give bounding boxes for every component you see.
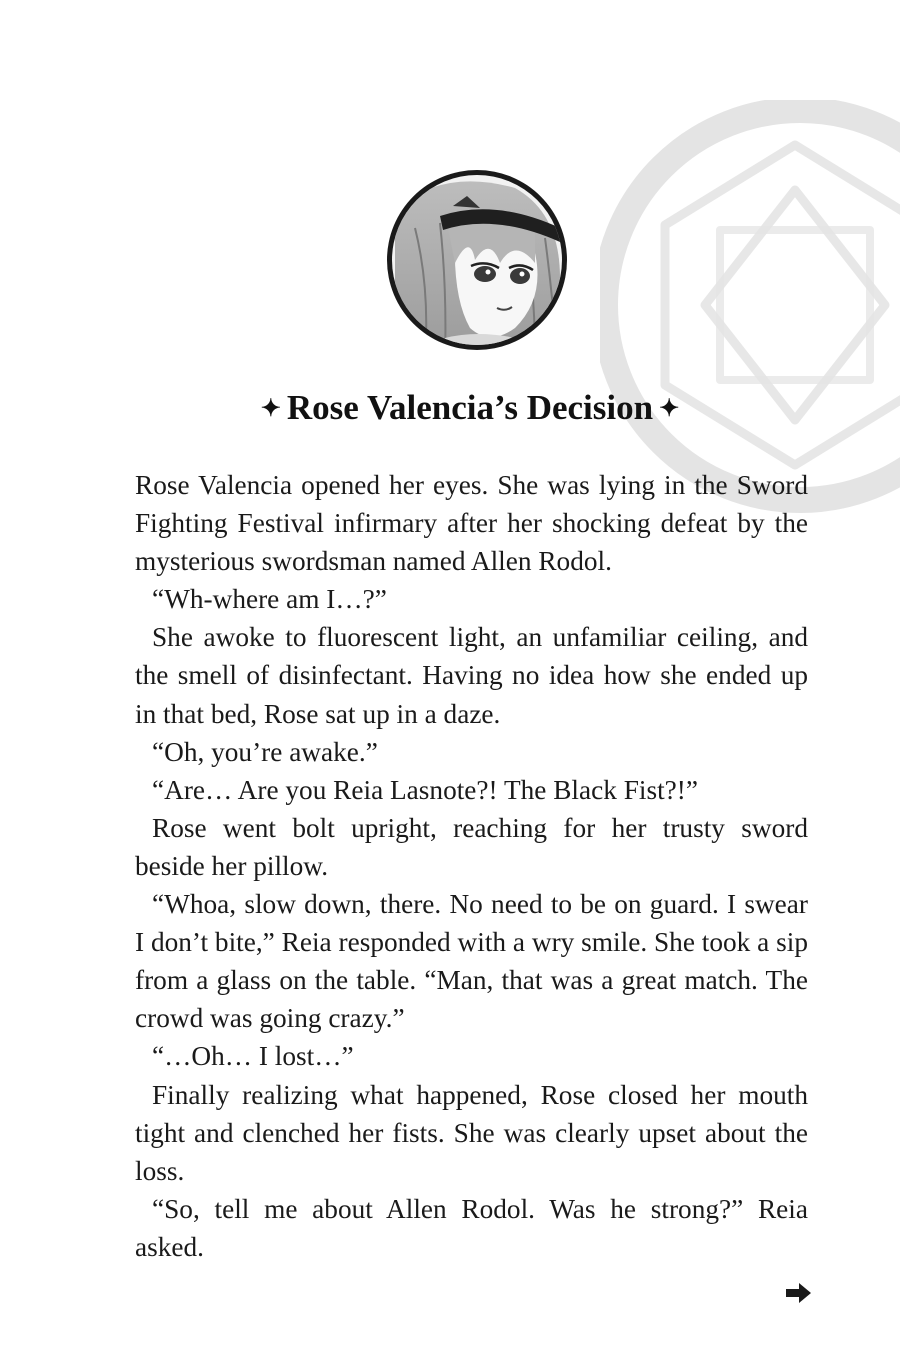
paragraph: She awoke to fluorescent light, an unfamiliar ceiling, and the smell of disinfectant. Having no idea how she ended up in that bed, Rose sat up in a daze. bbox=[135, 622, 808, 729]
paragraph: “Oh, you’re awake.” bbox=[152, 736, 378, 767]
paragraph: Finally realizing what happened, Rose closed her mouth tight and clenched her fists. She was clearly upset about the loss. bbox=[135, 1079, 808, 1186]
paragraph: Rose Valencia opened her eyes. She was lying in the Sword Fighting Festival infirmary after her shocking defeat by the mysterious swordsman named Allen Rodol. bbox=[135, 470, 808, 577]
paragraph: “…Oh… I lost…” bbox=[152, 1041, 354, 1072]
chapter-title bbox=[0, 385, 900, 432]
chapter-title-text: Rose Valencia’s Decision bbox=[286, 388, 654, 427]
title-ornament-left-icon: ✦ bbox=[260, 396, 281, 422]
character-portrait-icon bbox=[385, 168, 569, 352]
right-arrow-icon[interactable] bbox=[786, 1282, 812, 1304]
body-text bbox=[135, 466, 808, 1266]
paragraph: “Wh-where am I…?” bbox=[152, 584, 387, 615]
title-ornament-right-icon: ✦ bbox=[659, 396, 680, 422]
paragraph: “Whoa, slow down, there. No need to be on guard. I swear I don’t bite,” Reia responded with a wry smile. She took a sip from a glass on the table. “Man, that was a great match. The crowd was going crazy.” bbox=[135, 889, 808, 1034]
paragraph: “Are… Are you Reia Lasnote?! The Black Fist?!” bbox=[152, 774, 699, 805]
magic-circle-emblem-icon bbox=[600, 100, 900, 520]
paragraph: “So, tell me about Allen Rodol. Was he strong?” Reia asked. bbox=[135, 1193, 808, 1262]
paragraph: Rose went bolt upright, reaching for her trusty sword beside her pillow. bbox=[135, 812, 808, 881]
